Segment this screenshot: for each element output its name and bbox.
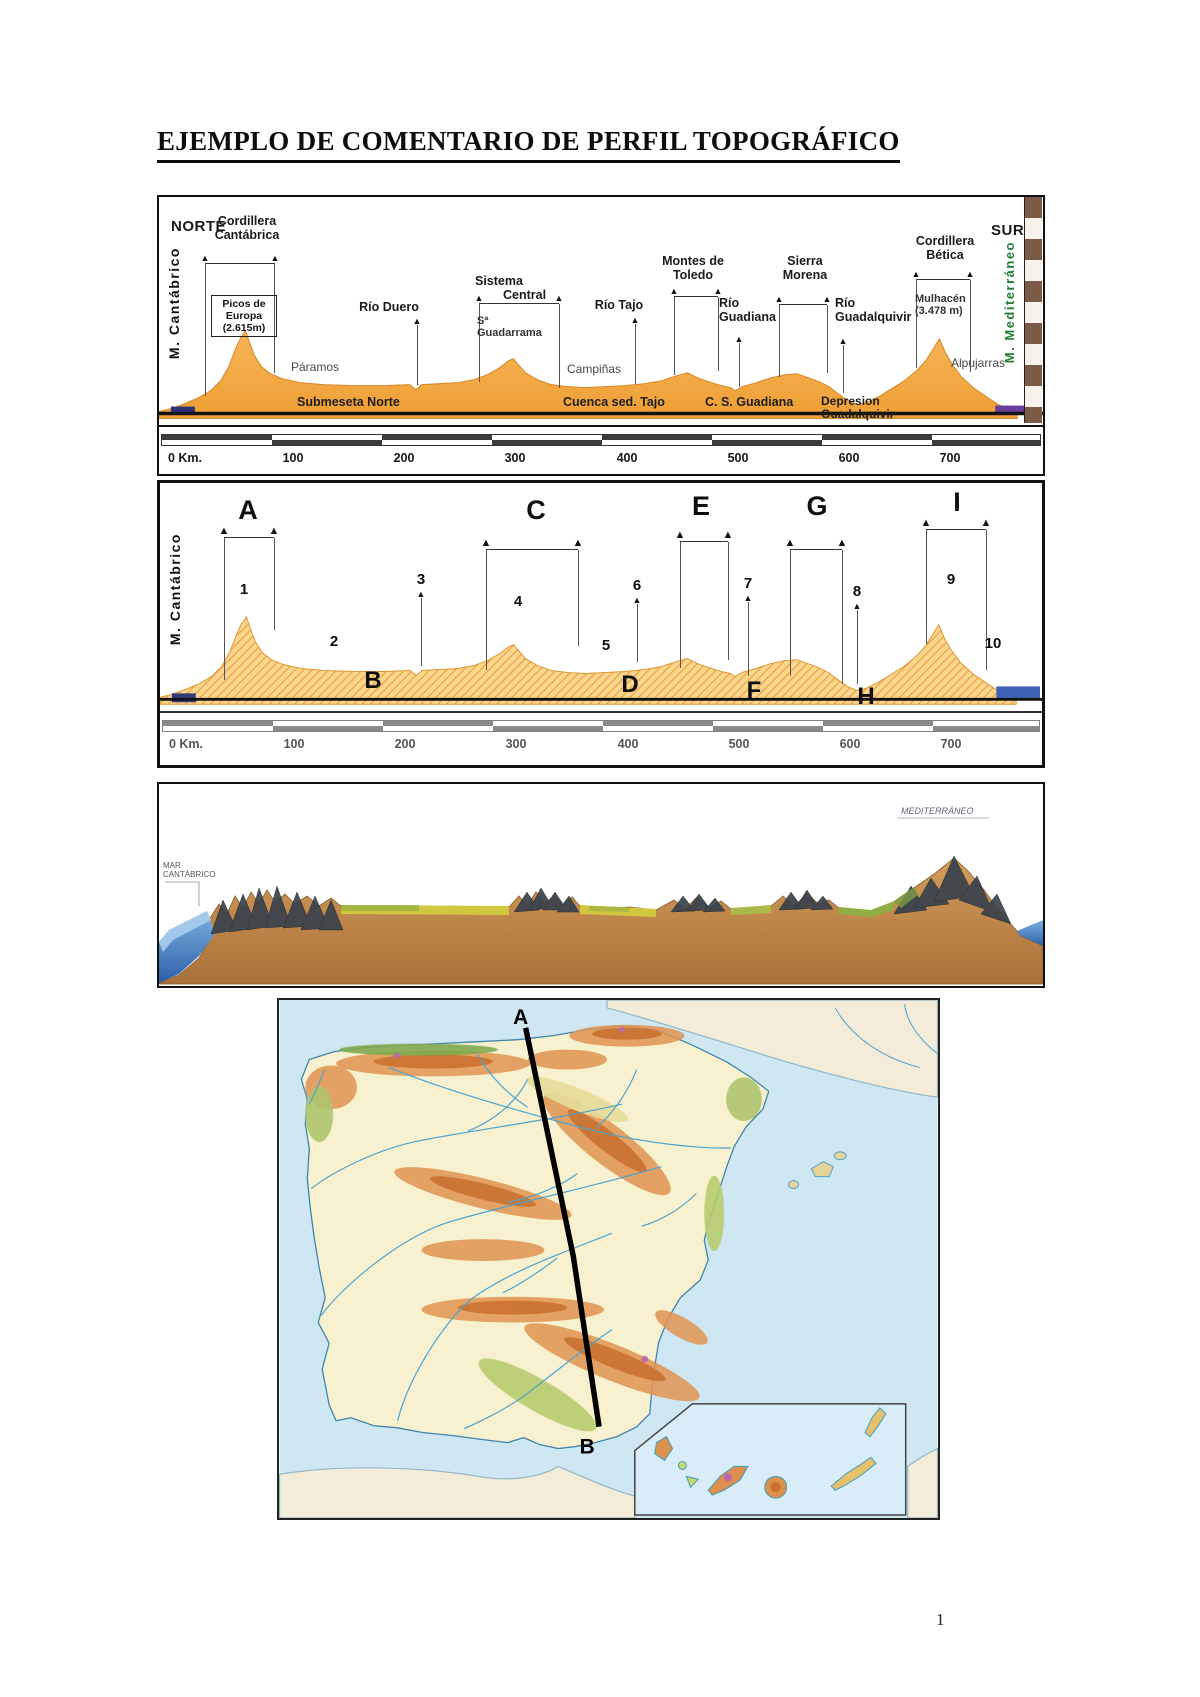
pointer-line	[739, 343, 740, 387]
up-arrow-icon: ▲	[965, 269, 975, 279]
tick-label: 700	[940, 737, 962, 751]
distance-scale	[160, 711, 1042, 760]
label-number-6: 6	[632, 577, 642, 594]
scale-tick-labels	[160, 735, 1042, 755]
pointer-line	[728, 542, 729, 660]
label-number-9: 9	[946, 571, 956, 588]
label-number-8: 8	[852, 583, 862, 600]
up-arrow-icon: ▲	[474, 293, 484, 303]
elevation-stripe-scale	[1024, 197, 1042, 423]
range-bracket-line	[486, 549, 578, 550]
pointer-line	[680, 542, 681, 668]
up-arrow-icon: ▲	[554, 293, 564, 303]
range-bracket-line	[479, 303, 559, 304]
label-letter-c: C	[526, 495, 546, 525]
label-rio-duero: Río Duero	[359, 300, 419, 314]
scale-bar	[162, 720, 1040, 732]
relief-illustration	[159, 784, 1043, 986]
label-paramos: Páramos	[291, 360, 340, 374]
pointer-line	[635, 324, 636, 384]
label-letter-h: H	[857, 683, 875, 710]
pointer-line	[926, 530, 927, 644]
range-bracket-line	[779, 304, 827, 305]
label-cordillera-betica: Cordillera Bética	[915, 234, 975, 262]
up-arrow-icon: ▲	[416, 589, 426, 599]
label-number-3: 3	[416, 571, 426, 588]
pointer-line	[224, 538, 225, 680]
range-bracket-line	[926, 529, 986, 530]
figure-topographic-profile-named	[157, 195, 1045, 476]
scale-tick-labels	[159, 449, 1043, 469]
label-mulhacen: Mulhacén (3.478 m)	[915, 293, 966, 318]
tick-label: 300	[504, 451, 526, 465]
label-number-1: 1	[239, 581, 249, 598]
label-letter-a: A	[238, 495, 258, 525]
up-arrow-icon: ▲	[630, 315, 640, 325]
up-arrow-icon: ▲	[920, 517, 932, 529]
up-arrow-icon: ▲	[632, 595, 642, 605]
pointer-line	[790, 550, 791, 676]
figure-relief-block-diagram	[157, 782, 1045, 988]
tick-label: 500	[728, 737, 750, 751]
label-number-10: 10	[984, 635, 1002, 652]
cantabrian-sea-label: M. Cantábrico	[166, 247, 182, 360]
up-arrow-icon: ▲	[218, 525, 230, 537]
label-letter-i: I	[953, 487, 961, 517]
pointer-line	[421, 598, 422, 666]
range-bracket-line	[674, 296, 718, 297]
terrain-silhouette	[160, 617, 1016, 704]
range-bracket-line	[790, 549, 842, 550]
spain-map-illustration	[279, 1000, 938, 1518]
up-arrow-icon: ▲	[412, 316, 422, 326]
north-label: NORTE	[171, 218, 226, 235]
pointer-line	[843, 345, 844, 393]
up-arrow-icon: ▲	[852, 601, 862, 611]
label-rio-tajo: Río Tajo	[594, 298, 644, 312]
up-arrow-icon: ▲	[836, 537, 848, 549]
cantabrian-sea-label: MAR	[163, 861, 181, 870]
label-guadarrama: Sª Guadarrama	[477, 315, 542, 340]
up-arrow-icon: ▲	[200, 253, 210, 263]
up-arrow-icon: ▲	[734, 334, 744, 344]
label-alpujarras: Alpujarras	[951, 356, 1006, 370]
label-sistema: Sistema	[475, 274, 523, 288]
pointer-line	[205, 264, 206, 396]
tick-label: 100	[282, 451, 304, 465]
label-cuenca-tajo: Cuenca sed. Tajo	[563, 395, 665, 409]
up-arrow-icon: ▲	[572, 537, 584, 549]
pointer-line	[274, 538, 275, 630]
pointer-line	[827, 305, 828, 373]
scale-bar	[161, 434, 1041, 446]
label-central: Central	[503, 288, 547, 302]
up-arrow-icon: ▲	[911, 269, 921, 279]
terrain-profile-illustration	[160, 483, 1042, 711]
label-number-2: 2	[329, 633, 339, 650]
pointer-line	[779, 305, 780, 377]
label-letter-b: B	[364, 667, 382, 694]
label-letter-e: E	[691, 491, 711, 521]
label-number-4: 4	[513, 593, 523, 610]
tick-label: 400	[617, 737, 639, 751]
up-arrow-icon: ▲	[669, 286, 679, 296]
label-campinas: Campiñas	[567, 362, 622, 376]
label-depresion-guadalquivir: Depresion Guadalquivir	[821, 394, 895, 422]
figure-topographic-profile-lettered	[157, 480, 1045, 768]
up-arrow-icon: ▲	[980, 517, 992, 529]
label-cordillera-cantabrica: Cordillera Cantábrica	[214, 214, 280, 242]
label-picos-de-europa: Picos de Europa (2.615m)	[211, 295, 277, 337]
tick-label: 600	[838, 451, 860, 465]
label-number-5: 5	[601, 637, 611, 654]
range-bracket-line	[205, 263, 275, 264]
tick-label: 300	[505, 737, 527, 751]
pointer-line	[674, 297, 675, 375]
label-number-7: 7	[743, 575, 753, 592]
pointer-line	[637, 604, 638, 662]
cantabrian-sea-label: M. Cantábrico	[167, 533, 183, 646]
page-title: EJEMPLO DE COMENTARIO DE PERFIL TOPOGRÁFICO	[157, 126, 900, 163]
up-arrow-icon: ▲	[743, 593, 753, 603]
label-rio-guadalquivir: Río Guadalquivir	[835, 296, 912, 324]
range-bracket-line	[916, 279, 970, 280]
up-arrow-icon: ▲	[822, 294, 832, 304]
pointer-line	[559, 304, 560, 388]
up-arrow-icon: ▲	[838, 336, 848, 346]
tick-label: 500	[727, 451, 749, 465]
canary-inset-frame	[635, 1404, 906, 1515]
south-label: SUR	[991, 222, 1025, 239]
tick-label: 0 Km.	[168, 737, 204, 751]
pointer-line	[748, 602, 749, 676]
up-arrow-icon: ▲	[722, 529, 734, 541]
up-arrow-icon: ▲	[784, 537, 796, 549]
up-arrow-icon: ▲	[713, 286, 723, 296]
tick-label: 700	[939, 451, 961, 465]
up-arrow-icon: ▲	[674, 529, 686, 541]
up-arrow-icon: ▲	[270, 253, 280, 263]
up-arrow-icon: ▲	[480, 537, 492, 549]
label-montes-toledo: Montes de Toledo	[662, 254, 724, 282]
tick-label: 0 Km.	[167, 451, 203, 465]
pointer-line	[842, 550, 843, 684]
pointer-line	[486, 550, 487, 670]
label-sierra-morena: Sierra Morena	[782, 254, 828, 282]
pointer-line	[578, 550, 579, 646]
pointer-line	[417, 325, 418, 385]
tick-label: 600	[839, 737, 861, 751]
map-point-a-label: A	[513, 1005, 529, 1029]
mediterranean-sea-label: MEDITERRÁNEO	[901, 806, 974, 816]
pointer-line	[857, 610, 858, 684]
tick-label: 100	[283, 737, 305, 751]
label-rio-guadiana: Río Guadiana	[719, 296, 776, 324]
tick-label: 200	[394, 737, 416, 751]
tick-label: 400	[616, 451, 638, 465]
map-point-b-label: B	[579, 1435, 595, 1459]
up-arrow-icon: ▲	[774, 294, 784, 304]
label-submeseta-norte: Submeseta Norte	[297, 395, 400, 409]
cantabrian-sea-label-2: CANTÁBRICO	[163, 870, 216, 879]
page-number: 1	[936, 1610, 945, 1629]
profile-drawing-area	[160, 483, 1042, 711]
label-cs-guadiana: C. S. Guadiana	[705, 395, 794, 409]
mediterranean-sea-label: M. Mediterráneo	[1002, 241, 1017, 364]
distance-scale	[159, 425, 1043, 474]
tick-label: 200	[393, 451, 415, 465]
range-bracket-line	[680, 541, 728, 542]
figure-spain-map	[277, 998, 940, 1520]
label-letter-d: D	[621, 671, 639, 698]
label-letter-f: F	[746, 677, 762, 704]
label-letter-g: G	[806, 491, 828, 521]
profile-drawing-area	[159, 197, 1043, 425]
up-arrow-icon: ▲	[268, 525, 280, 537]
range-bracket-line	[224, 537, 274, 538]
